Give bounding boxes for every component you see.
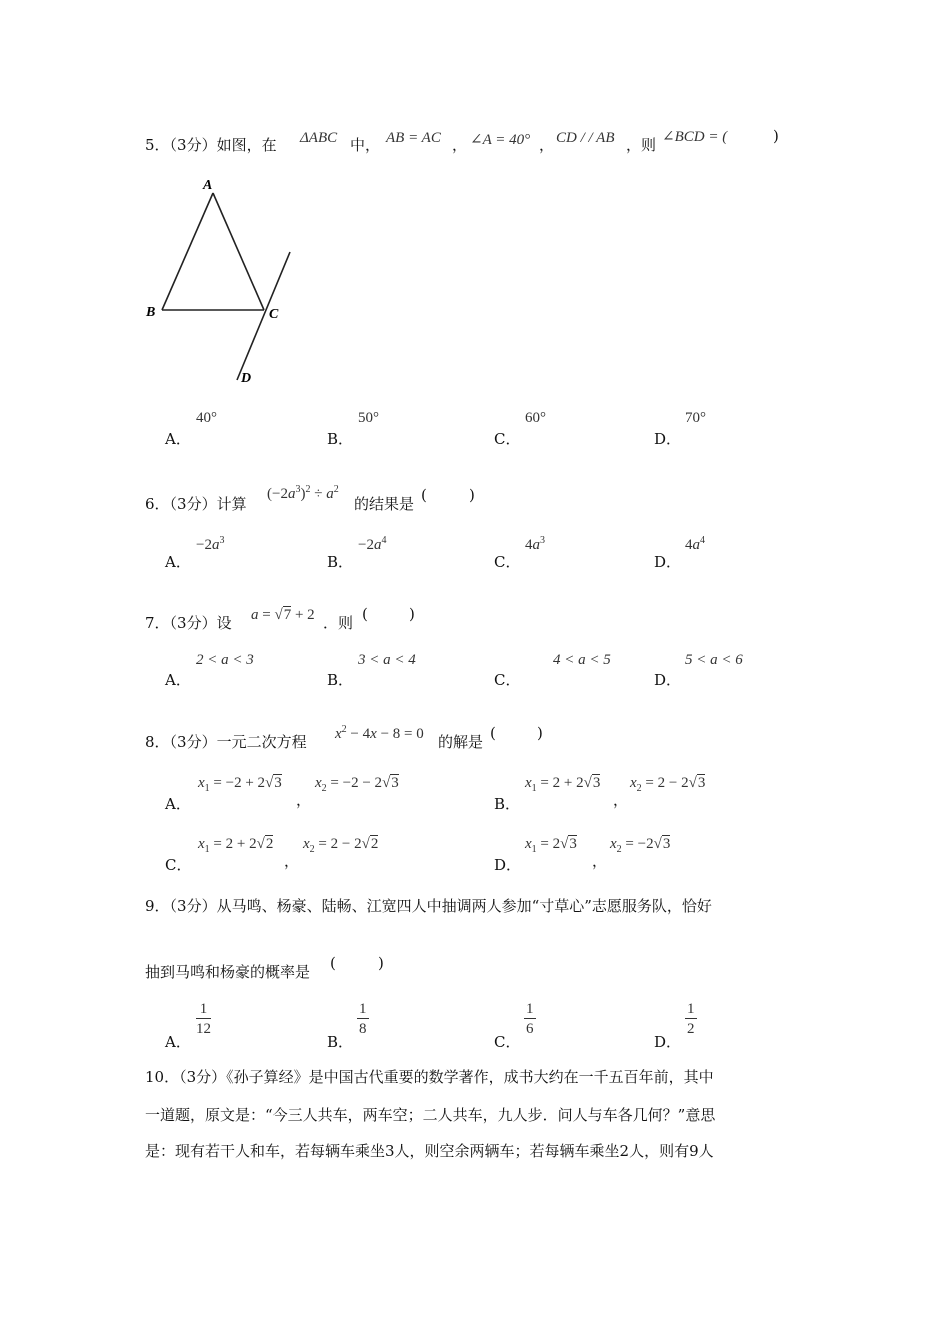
q8-option-c-label: C． — [165, 856, 192, 874]
q8-close-paren: ) — [537, 724, 543, 742]
q7-close-paren: ) — [409, 605, 415, 623]
q7-open-paren: ( — [362, 605, 368, 623]
q5-eq-parallel: CD / / AB — [556, 130, 615, 146]
q8-number: 8．（3分）一元二次方程 — [145, 733, 307, 751]
numerator: 1 — [526, 1001, 534, 1017]
q8-option-b-comma: ， — [613, 791, 629, 809]
q6-close-paren: ) — [469, 486, 475, 504]
q6-tail: 的结果是 — [354, 495, 415, 513]
q5-option-b-value: 50° — [358, 410, 379, 426]
label-a: A — [203, 178, 213, 193]
q8-option-b-label: B． — [494, 795, 521, 813]
q7-option-a-label: A． — [165, 671, 191, 689]
q8-option-a-x2: $x_2 = -2 - 2√3$ — [315, 775, 399, 794]
q6-option-c-value: $4a^3$ — [525, 535, 545, 553]
q6-option-a-label: A． — [165, 553, 191, 571]
q6-option-b-label: B． — [327, 553, 354, 571]
q8-option-a-x1: $x_1 = -2 + 2√3$ — [198, 775, 282, 794]
q9-option-a-label: A． — [165, 1033, 191, 1051]
q8-open-paren: ( — [490, 724, 496, 742]
label-c: C — [269, 307, 279, 322]
q9-open-paren: ( — [330, 954, 336, 972]
q5-close-paren: ) — [773, 127, 779, 145]
q8-option-c-x1: $x_1 = 2 + 2√2$ — [198, 836, 274, 855]
q8-option-d-label: D． — [494, 856, 522, 874]
q10-line-3: 是：现有若干人和车，若每辆车乘坐3人，则空余两辆车；若每辆车乘坐2人，则有9人 — [145, 1142, 714, 1160]
q10-line-2: 一道题，原文是：“今三人共车，两车空；二人共车，九人步．问人与车各几何？”意思 — [145, 1106, 716, 1124]
q8-tail: 的解是 — [438, 733, 484, 751]
q8-option-c-x2: $x_2 = 2 - 2√2$ — [303, 836, 379, 855]
q6-expression: $(-2a^3)^2 \div a^2$ — [267, 484, 339, 502]
q6-option-d-value: $4a^4$ — [685, 535, 705, 553]
q5-option-a-value: 40° — [196, 410, 217, 426]
numerator: 1 — [359, 1001, 367, 1017]
q5-option-a-label: A． — [165, 430, 191, 448]
side-ac — [213, 193, 264, 310]
q7-expression: a = √7 + 2 — [251, 607, 315, 623]
q5-ask: ∠BCD = ( — [662, 129, 728, 145]
q7-number: 7．（3分）设 — [145, 614, 232, 632]
q9-option-c-label: C． — [494, 1033, 521, 1051]
q5-option-c-label: C． — [494, 430, 521, 448]
q5-option-d-label: D． — [654, 430, 682, 448]
q7-option-c-label: C． — [494, 671, 521, 689]
denominator: 2 — [687, 1021, 695, 1037]
q8-option-b-x1: $x_1 = 2 + 2√3$ — [525, 775, 601, 794]
q9-option-b-fraction — [357, 1000, 369, 1039]
q8-option-d-comma: ， — [592, 852, 608, 870]
q9-option-b-label: B． — [327, 1033, 354, 1051]
q6-open-paren: ( — [421, 486, 427, 504]
q5-triangle: ΔABC — [300, 130, 338, 146]
q5-option-c-value: 60° — [525, 410, 546, 426]
numerator: 1 — [196, 1000, 211, 1019]
denominator: 12 — [196, 1021, 211, 1037]
q6-option-d-label: D． — [654, 553, 682, 571]
q7-option-a-value: 2 < a < 3 — [196, 652, 254, 668]
side-ab — [162, 193, 213, 310]
q5-sep3: ，则 — [626, 136, 657, 154]
q5-sep2: ， — [539, 136, 555, 154]
q9-line-2: 抽到马鸣和杨豪的概率是 — [145, 963, 311, 981]
denominator: 6 — [526, 1021, 534, 1037]
q7-option-d-label: D． — [654, 671, 682, 689]
q7-option-c-value: 4 < a < 5 — [553, 652, 611, 668]
q5-number: 5．（3分）如图，在 — [145, 136, 277, 154]
q10-line-1: 10．（3分）《孙子算经》是中国古代重要的数学著作，成书大约在一千五百年前，其中 — [145, 1068, 714, 1086]
q6-option-b-value: $-2a^4$ — [358, 535, 387, 553]
q7-tail: ．则 — [323, 614, 354, 632]
q9-close-paren: ) — [378, 954, 384, 972]
q7-option-b-label: B． — [327, 671, 354, 689]
q8-option-c-comma: ， — [284, 852, 300, 870]
line-cd — [237, 252, 290, 380]
q7-option-b-value: 3 < a < 4 — [358, 652, 416, 668]
q9-option-d-label: D． — [654, 1033, 682, 1051]
q6-option-c-label: C． — [494, 553, 521, 571]
q8-option-a-comma: ， — [296, 791, 312, 809]
q8-option-d-x2: $x_2 = -2√3$ — [610, 836, 671, 855]
q9-option-a-fraction — [196, 1000, 211, 1039]
q8-option-a-label: A． — [165, 795, 191, 813]
label-d: D — [241, 371, 252, 386]
label-b: B — [146, 305, 156, 320]
q9-line-1: 9．（3分）从马鸣、杨豪、陆畅、江宽四人中抽调两人参加“寸草心”志愿服务队，恰好 — [145, 897, 712, 915]
q5-eq-angle-a: ∠A = 40° — [470, 132, 531, 148]
q8-equation: $x^2 - 4x - 8 = 0$ — [335, 724, 424, 742]
q5-mid: 中， — [350, 136, 381, 154]
q8-option-b-x2: $x_2 = 2 - 2√3$ — [630, 775, 706, 794]
q5-sep1: ， — [452, 136, 468, 154]
numerator: 1 — [687, 1001, 695, 1017]
q7-option-d-value: 5 < a < 6 — [685, 652, 743, 668]
q6-option-a-value: $-2a^3$ — [196, 535, 225, 553]
q8-option-d-x1: $x_1 = 2√3$ — [525, 836, 577, 855]
q5-option-b-label: B． — [327, 430, 354, 448]
q5-triangle-figure — [140, 170, 310, 390]
q5-eq-ab-ac: AB = AC — [386, 130, 441, 146]
q9-option-d-fraction — [685, 1000, 697, 1039]
q5-option-d-value: 70° — [685, 410, 706, 426]
q9-option-c-fraction — [524, 1000, 536, 1039]
denominator: 8 — [359, 1021, 367, 1037]
q6-number: 6．（3分）计算 — [145, 495, 247, 513]
